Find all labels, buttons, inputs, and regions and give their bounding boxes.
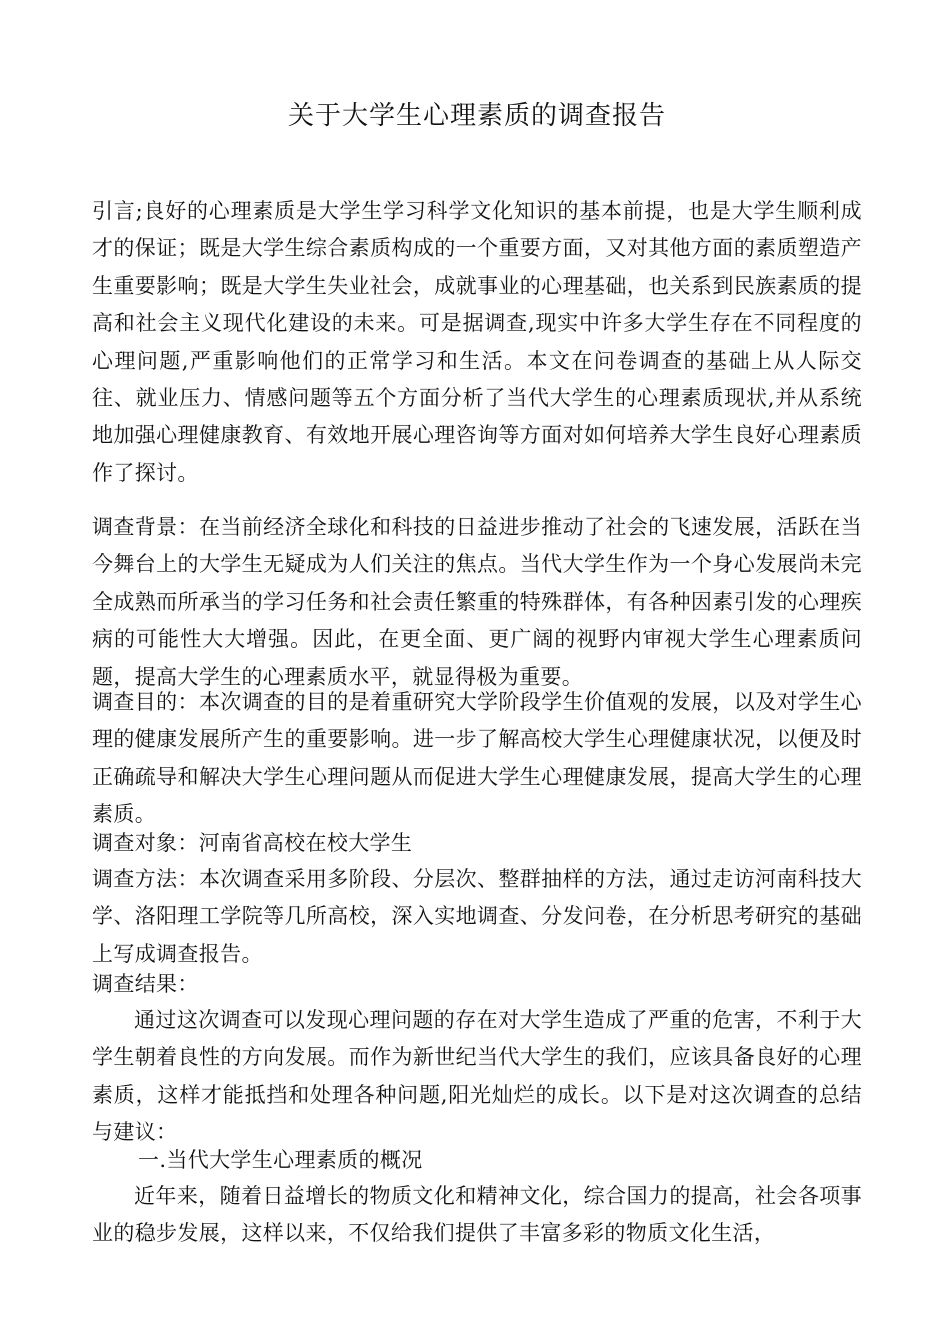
method-paragraph: 调查方法：本次调查采用多阶段、分层次、整群抽样的方法，通过走访河南科技大学、洛阳理工学院等几所高校，深入实地调查、分发问卷，在分析思考研究的基础上写成调查报告。 (92, 867, 862, 966)
results-paragraph: 通过这次调查可以发现心理问题的存在对大学生造成了严重的危害，不利于大学生朝着良性的方向发展。而作为新世纪当代大学生的我们，应该具备良好的心理素质，这样才能抵挡和处理各种问题,阳光灿烂的成长。以下是对这次调查的总结与建议： (92, 1008, 862, 1145)
section-paragraph: 近年来，随着日益增长的物质文化和精神文化，综合国力的提高，社会各项事业的稳步发展，这样以来，不仅给我们提供了丰富多彩的物质文化生活， (92, 1184, 862, 1246)
intro-paragraph: 引言;良好的心理素质是大学生学习科学文化知识的基本前提，也是大学生顺利成才的保证；既是大学生综合素质构成的一个重要方面，又对其他方面的素质塑造产生重要影响；既是大学生失业社会，成就事业的心理基础，也关系到民族素质的提高和社会主义现代化建设的未来。可是据调查,现实中许多大学生存在不同程度的心理问题,严重影响他们的正常学习和生活。本文在问卷调查的基础上从人际交往、就业压力、情感问题等五个方面分析了当代大学生的心理素质现状,并从系统地加强心理健康教育、有效地开展心理咨询等方面对如何培养大学生良好心理素质作了探讨。 (92, 199, 862, 485)
background-paragraph: 调查背景：在当前经济全球化和科技的日益进步推动了社会的飞速发展，活跃在当今舞台上的大学生无疑成为人们关注的焦点。当代大学生作为一个身心发展尚未完全成熟而所承当的学习任务和社会责任繁重的特殊群体，有各种因素引发的心理疾病的可能性大大增强。因此，在更全面、更广阔的视野内审视大学生心理素质问题，提高大学生的心理素质水平，就显得极为重要。 (92, 515, 862, 689)
section-heading: 一.当代大学生心理素质的概况 (138, 1148, 423, 1172)
subject-paragraph: 调查对象：河南省高校在校大学生 (92, 831, 413, 855)
purpose-paragraph: 调查目的：本次调查的目的是着重研究大学阶段学生价值观的发展，以及对学生心理的健康发展所产生的重要影响。进一步了解高校大学生心理健康状况，以便及时正确疏导和解决大学生心理问题从而促进大学生心理健康发展，提高大学生的心理素质。 (92, 690, 862, 827)
results-label: 调查结果： (92, 972, 199, 996)
document-title: 关于大学生心理素质的调查报告 (287, 101, 666, 131)
